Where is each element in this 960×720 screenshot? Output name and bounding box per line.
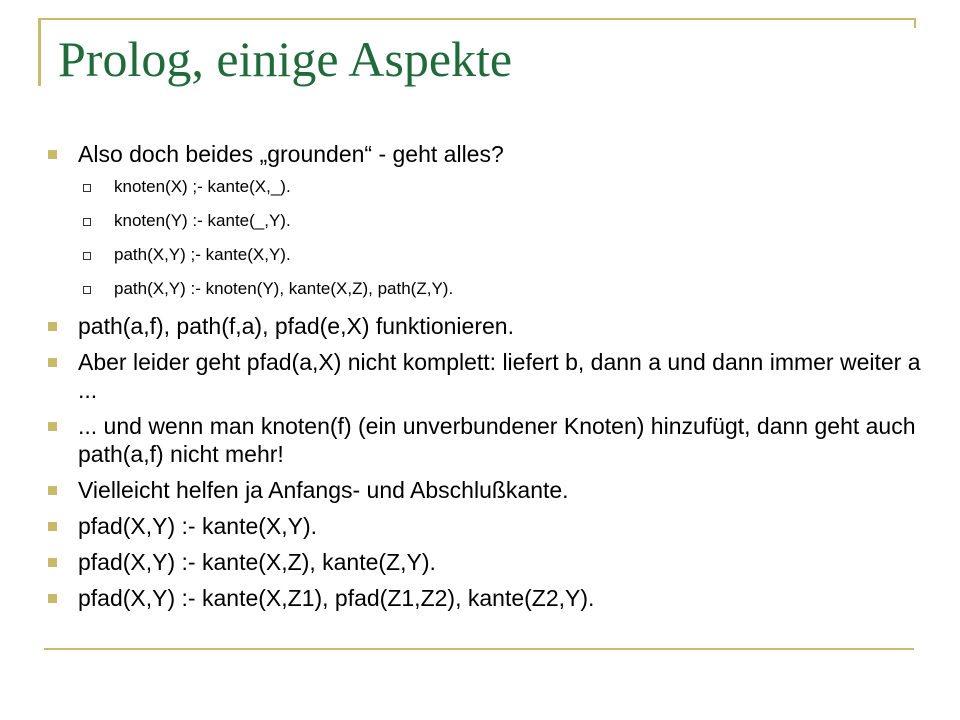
bullet-item: [46, 512, 926, 540]
square-bullet-icon: [48, 322, 57, 331]
bullet-item: [46, 584, 926, 612]
right-accent-tick: [914, 18, 916, 28]
sub-bullet-item: [46, 210, 926, 232]
bullet-item: [46, 412, 926, 468]
sub-bullet-item: [46, 278, 926, 300]
square-bullet-icon: [48, 150, 57, 159]
bullet-text: pfad(X,Y) :- kante(X,Z1), pfad(Z1,Z2), kante(Z2,Y).: [78, 585, 595, 611]
hollow-square-bullet-icon: [83, 252, 91, 260]
bullet-text: Aber leider geht pfad(a,X) nicht komplett: liefert b, dann a und dann immer weiter a ...: [78, 349, 921, 403]
bottom-rule: [44, 648, 914, 650]
bullet-item: [46, 140, 926, 168]
sub-list: [46, 176, 926, 300]
bullet-text: pfad(X,Y) :- kante(X,Y).: [78, 513, 318, 539]
slide-body: [46, 140, 926, 620]
hollow-square-bullet-icon: [83, 286, 91, 294]
bullet-text: Also doch beides „grounden“ - geht alles?: [78, 141, 504, 167]
square-bullet-icon: [48, 486, 57, 495]
sub-bullet-text: path(X,Y) :- knoten(Y), kante(X,Z), path(Z,Y).: [114, 279, 454, 298]
bullet-item: [46, 548, 926, 576]
top-rule: [38, 18, 916, 20]
sub-bullet-text: path(X,Y) ;- kante(X,Y).: [114, 245, 291, 264]
bullet-text: ... und wenn man knoten(f) (ein unverbundener Knoten) hinzufügt, dann geht auch path(a,f) nicht mehr!: [78, 413, 916, 467]
sub-bullet-item: [46, 244, 926, 266]
bullet-text: pfad(X,Y) :- kante(X,Z), kante(Z,Y).: [78, 549, 436, 575]
sub-bullet-item: [46, 176, 926, 198]
bullet-item: [46, 348, 926, 404]
left-accent-bar: [38, 18, 41, 86]
bullet-text: Vielleicht helfen ja Anfangs- und Abschlußkante.: [78, 477, 569, 503]
bullet-item: [46, 312, 926, 340]
slide-title: Prolog, einige Aspekte: [58, 31, 513, 87]
hollow-square-bullet-icon: [83, 218, 91, 226]
square-bullet-icon: [48, 358, 57, 367]
square-bullet-icon: [48, 522, 57, 531]
bullet-text: path(a,f), path(f,a), pfad(e,X) funktionieren.: [78, 313, 514, 339]
square-bullet-icon: [48, 594, 57, 603]
bullet-item: [46, 476, 926, 504]
sub-bullet-text: knoten(X) ;- kante(X,_).: [114, 177, 291, 196]
square-bullet-icon: [48, 558, 57, 567]
hollow-square-bullet-icon: [83, 184, 91, 192]
square-bullet-icon: [48, 422, 57, 431]
sub-bullet-text: knoten(Y) :- kante(_,Y).: [114, 211, 291, 230]
